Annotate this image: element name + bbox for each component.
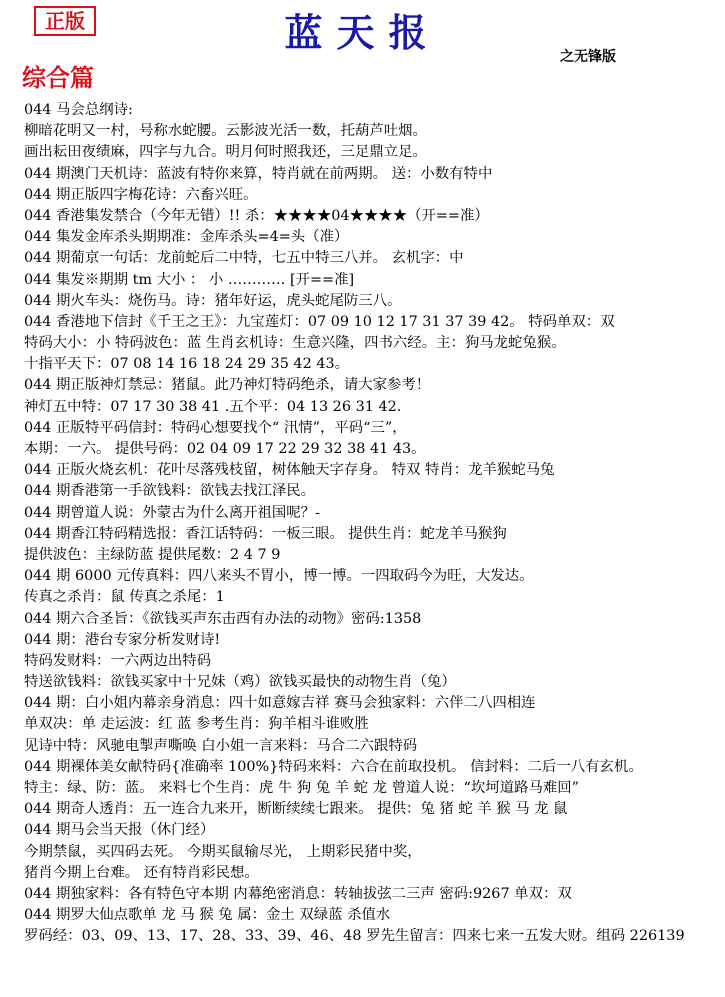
content-line: 猪肖今期上台难。 还有特肖彩民想。 [24,864,259,881]
content-line: 传真之杀肖：鼠 传真之杀尾：1 [24,589,225,606]
content-line: 提供波色：主绿防蓝 提供尾数：2 4 7 9 [24,546,281,563]
content-line: 本期：一六。 提供号码：02 04 09 17 22 29 32 38 41 43。 [24,441,426,457]
content-line: 044 期香江特码精选报：香江话特码：一板三眼。 提供生肖：蛇龙羊马猴狗 [24,525,507,542]
content-line: 044 期：白小姐内幕亲身消息：四十如意嫁吉祥 赛马会独家料：六伴二八四相连 [24,695,536,712]
content-line: 见诗中特：风驰电掣声嘶唤 白小姐一言来料：马合二六跟特码 [24,737,418,754]
content-line: 044 正版火烧玄机：花叶尽落残枝留，树体触天字存身。 特双 特肖：龙羊猴蛇马兔 [24,462,555,479]
badge-authentic: 正版 [34,6,96,36]
content-line: 今期禁鼠，买四码去死。 今期买鼠输尽光， 上期彩民猪中奖， [24,843,422,860]
page-title: 蓝天报 [284,10,441,55]
content-line: 特码发财料：一六两边出特码 [24,652,212,669]
content-line: 044 期火车头：烧伤马。诗：猪年好运，虎头蛇尾防三八。 [24,292,402,309]
content-line: 神灯五中特：07 17 30 38 41 .五个平：04 13 26 31 42. [24,398,402,415]
content-line: 044 期独家料：各有特色守本期 内幕绝密消息：转轴拔弦二三声 密码:9267 单双：双 [24,885,572,902]
content-line: 044 正版特平码信封：特码心想要找个“ 汛情”，平码“三”， [24,419,407,436]
content-line: 044 期奇人透肖：五一连合九来开，断断续续七跟来。 提供：兔 猪 蛇 羊 猴 马 龙 鼠 [24,801,568,818]
content-line: 十指平天下：07 08 14 16 18 24 29 35 42 43。 [24,356,350,373]
edition-label: 之无锋版 [560,49,616,65]
content-line: 044 期：港台专家分析发财诗! [24,631,221,648]
content-line: 044 期葡京一句话：龙前蛇后二中特，七五中特三八并。 玄机字：中 [24,250,464,267]
content-lines [24,100,724,948]
content-line: 单双决：单 走运波：红 蓝 参考生肖：狗羊相斗谁败胜 [24,716,369,733]
content-line: 特主：绿、防：蓝。 来料七个生肖：虎 牛 狗 兔 羊 蛇 龙 曾道人说：“坎坷道路马难回” [24,780,579,796]
content-line: 罗码经：03、09、13、17、28、33、39、46、48 罗先生留言：四来七来一五发大财。组码 226139 [24,928,685,945]
content-line: 044 期正版神灯禁忌：猪鼠。此乃神灯特码绝杀，请大家参考！ [24,377,431,394]
content-line: 044 期六合圣旨：《欲钱买声东击西有办法的动物》密码:1358 [24,610,422,627]
content-line: 特码大小：小 特码波色：蓝 生肖玄机诗：生意兴隆，四书六经。主：狗马龙蛇兔猴。 [24,335,566,352]
content-line: 044 期马会当天报（休门经） [24,822,215,839]
content-line: 044 马会总纲诗: [24,102,133,118]
content-line: 044 期曾道人说：外蒙古为什么离开祖国呢？- [24,504,320,521]
content-line: 画出耘田夜绩麻，四字与九合。明月何时照我还，三足鼎立足。 [24,144,427,161]
content-line: 柳暗花明又一村，号称水蛇腰。云影波光活一数，托葫芦吐烟。 [24,123,427,140]
content-line: 044 集发金库杀头期期准：金库杀头=4=头（准） [24,229,349,246]
content-line: 044 期 6000 元传真料：四八来头不胃小，博一博。一四取码今为旺，大发达。 [24,568,534,585]
content-line: 044 期正版四字梅花诗：六畜兴旺。 [24,186,258,203]
content-line: 044 期澳门天机诗：蓝波有特你来算，特肖就在前两期。 送：小数有特中 [24,165,493,182]
content-line: 044 集发※期期 tm 大小 ： 小 ………… [开==准] [24,271,355,288]
content-line: 特送欲钱料：欲钱买家中十兄妹（鸡）欲钱买最快的动物生肖（兔） [24,674,456,691]
section-title: 综合篇 [22,63,94,92]
content-line: 044 期裸体美女献特码{准确率 100%}特码来料：六合在前取投机。 信封料：二后一八有玄机。 [24,758,643,775]
content-line: 044 期罗大仙点歌单 龙 马 猴 兔 属：金土 双绿蓝 杀值水 [24,907,391,924]
content-line: 044 期香港第一手欲钱料：欲钱去找江泽民。 [24,483,316,500]
content-line: 044 香港地下信封《千王之王》：九宝莲灯：07 09 10 12 17 31 37 39 42。 特码单双：双 [24,313,615,330]
content-line: 044 香港集发禁合（今年无错）!! 杀：★★★★04★★★★（开==准） [24,207,489,224]
